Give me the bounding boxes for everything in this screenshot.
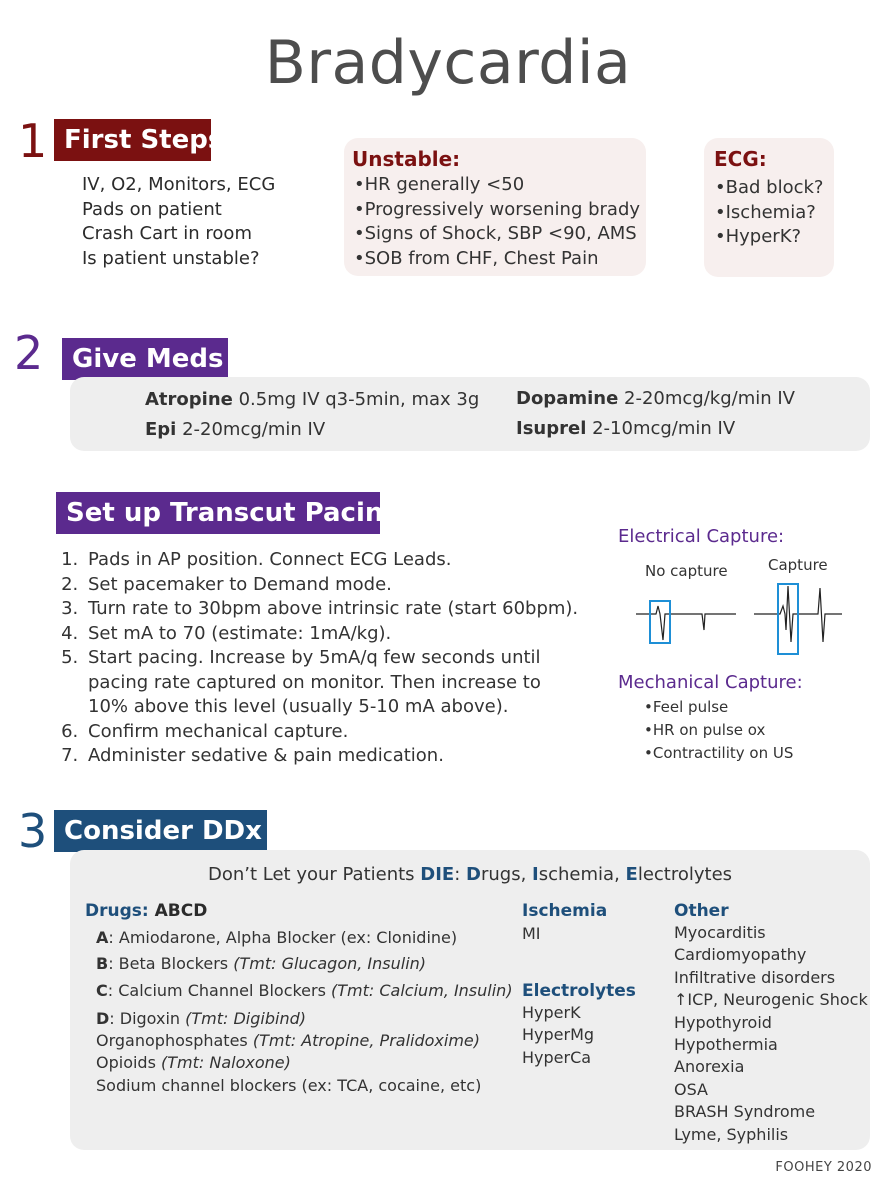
drug-opioids: Opioids (Tmt: Naloxone) (96, 1053, 291, 1072)
list-item: •Ischemia? (715, 201, 816, 223)
list-item: 6. Confirm mechanical capture. (84, 720, 614, 745)
list-item: Hypothyroid (674, 1012, 772, 1032)
drugs-header: Drugs: ABCD (85, 901, 208, 921)
first-steps-list (82, 173, 275, 271)
other-header: Other (674, 901, 729, 921)
drug-c: C: Calcium Channel Blockers (Tmt: Calcium, Insulin) (96, 981, 513, 1000)
pacing-steps (46, 548, 614, 769)
med-atropine: Atropine 0.5mg IV q3-5min, max 3g (145, 389, 480, 410)
list-item: •HyperK? (715, 226, 802, 247)
mechanical-capture-title: Mechanical Capture: (618, 672, 803, 693)
list-item: HyperK (522, 1003, 581, 1022)
list-item: Anorexia (674, 1057, 745, 1077)
list-item: ↑ICP, Neurogenic Shock (674, 990, 868, 1010)
list-item: 4. Set mA to 70 (estimate: 1mA/kg). (84, 622, 614, 647)
list-item: 5. Start pacing. Increase by 5mA/q few seconds until pacing rate captured on monitor. Then increase to 10% above this level (usually 5-10 mA above). (84, 646, 614, 720)
drug-organophosphates: Organophosphates (Tmt: Atropine, Pralidoxime) (96, 1031, 480, 1050)
electrical-capture-title: Electrical Capture: (618, 526, 785, 547)
unstable-box (344, 138, 646, 276)
consider-ddx-banner: Consider DDx (54, 810, 267, 852)
electrolytes-header: Electrolytes (522, 981, 636, 1001)
list-item: •SOB from CHF, Chest Pain (354, 247, 599, 269)
step-3-number: 3 (18, 804, 48, 858)
list-item: •Signs of Shock, SBP <90, AMS (354, 223, 637, 244)
give-meds-banner: Give Meds (62, 338, 228, 380)
ddx-box (70, 850, 870, 1150)
footer-credit: FOOHEY 2020 (775, 1160, 872, 1175)
list-item: •Bad block? (715, 177, 824, 198)
ecg-box (704, 138, 834, 277)
step-2-number: 2 (14, 326, 44, 380)
list-item: HyperCa (522, 1047, 592, 1067)
electrolytes-list (522, 1002, 594, 1069)
meds-box (70, 377, 870, 451)
list-item: Is patient unstable? (82, 247, 260, 269)
med-epi: Epi 2-20mcg/min IV (145, 419, 326, 440)
mechanical-capture-list (644, 696, 793, 765)
list-item: Lyme, Syphilis (674, 1124, 789, 1144)
list-item: Crash Cart in room (82, 223, 252, 244)
no-capture-label: No capture (645, 562, 728, 580)
step-1-number: 1 (18, 114, 48, 168)
transcut-pacing-banner: Set up Transcut Pacing (56, 492, 380, 534)
list-item: •Contractility on US (644, 744, 794, 762)
ecg-list (715, 176, 823, 250)
capture-label: Capture (768, 556, 828, 574)
list-item: 2. Set pacemaker to Demand mode. (84, 573, 614, 598)
list-item: •HR generally <50 (354, 174, 525, 195)
no-capture-trace (636, 601, 736, 643)
unstable-list (354, 173, 640, 271)
med-dopamine: Dopamine 2-20mcg/kg/min IV (516, 388, 795, 409)
list-item: HyperMg (522, 1025, 595, 1045)
list-item: IV, O2, Monitors, ECG (82, 174, 276, 195)
list-item: •Feel pulse (644, 698, 729, 716)
page-title: Bradycardia (264, 28, 632, 98)
unstable-title: Unstable: (352, 147, 461, 171)
list-item: 7. Administer sedative & pain medication. (84, 744, 614, 769)
no-capture-highlight-box (650, 601, 670, 643)
ecg-capture-diagram (630, 580, 850, 660)
list-item: •HR on pulse ox (644, 721, 766, 739)
list-item: Hypothermia (674, 1035, 778, 1055)
drug-b: B: Beta Blockers (Tmt: Glucagon, Insulin) (96, 954, 427, 973)
list-item: 3. Turn rate to 30bpm above intrinsic rate (start 60bpm). (84, 597, 614, 622)
other-list (674, 922, 868, 1146)
list-item: Cardiomyopathy (674, 945, 807, 965)
die-mnemonic: Don’t Let your Patients DIE: Drugs, Ischemia, Electrolytes (207, 864, 733, 885)
med-isuprel: Isuprel 2-10mcg/min IV (516, 418, 736, 439)
list-item: OSA (674, 1079, 708, 1099)
capture-trace (754, 584, 842, 654)
ischemia-header: Ischemia (522, 901, 608, 921)
list-item: Infiltrative disorders (674, 967, 836, 987)
list-item: •Progressively worsening brady (354, 198, 641, 220)
list-item: 1. Pads in AP position. Connect ECG Leads. (84, 548, 614, 573)
ischemia-item: MI (522, 924, 541, 943)
list-item: Pads on patient (82, 198, 222, 220)
list-item: BRASH Syndrome (674, 1102, 816, 1122)
list-item: Myocarditis (674, 923, 766, 942)
first-steps-banner: First Steps (54, 119, 211, 161)
drug-sodium-channel: Sodium channel blockers (ex: TCA, cocaine, etc) (96, 1076, 482, 1095)
ecg-title: ECG: (714, 147, 767, 171)
drug-a: A: Amiodarone, Alpha Blocker (ex: Clonidine) (96, 928, 458, 947)
drug-d: D: Digoxin (Tmt: Digibind) (96, 1009, 306, 1028)
